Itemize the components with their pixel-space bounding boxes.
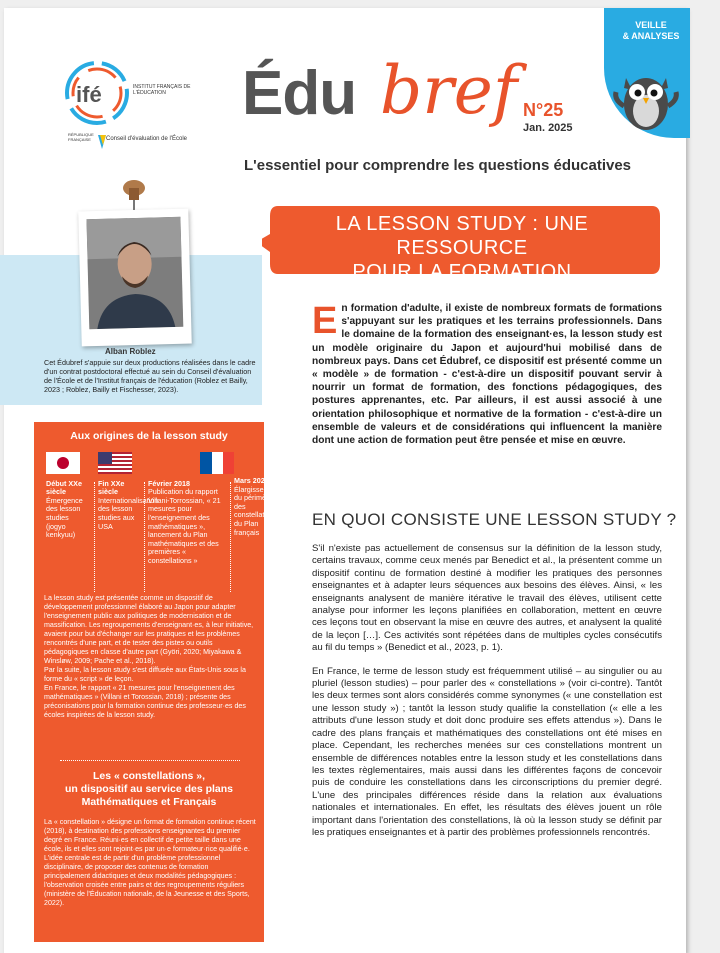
ife-institution-name: INSTITUT FRANÇAIS DE L'ÉDUCATION: [133, 84, 191, 96]
origins-paragraph: En France, le rapport « 21 mesures pour l'enseignement des mathématiques » (Villani et Torossian, 2018) ; présente des préconisations pour la formation continue des professeur·es des écoles inspirées de la lesson study.: [44, 684, 246, 719]
conseil-evaluation-logo: Conseil d'évaluation de l'École: [106, 136, 188, 142]
title-bref: bref: [380, 52, 518, 129]
timeline: [44, 452, 280, 592]
timeline-text: Émergence des lesson studies (jogyo kenkyuu): [46, 495, 83, 540]
dropcap: E: [312, 300, 338, 342]
veille-label: [612, 20, 690, 42]
author-name: Alban Roblez: [105, 347, 156, 356]
ife-logo: [62, 58, 132, 128]
article-title-line2: POUR LA FORMATION ENSEIGNANTE: [352, 261, 572, 307]
constellations-title-line2: un dispositif au service des plans: [64, 783, 234, 795]
origins-title: Aux origines de la lesson study: [70, 430, 228, 442]
sidebar-divider: [60, 760, 240, 761]
body-paragraph: S'il n'existe pas actuellement de consensus sur la définition de la lesson study, certains travaux, comme ceux menés par Benedict et al., la présentent comme un dispositif continu de formation destiné à modifier les pratiques des personnes enseignantes et à adapter leurs séquences aux besoins des élèves. Ainsi, « les enseignants analysent de manière itérative le travail des élèves, utilisent cette analyse pour informer les leçons planifiées en collaboration, mettent en œuvre ces leçons tout en observant la mise en œuvre des autres, et analysent la qualité de la leçon […]. Ces activités sont répétées dans de multiples cycles consécutifs au fil du temps » (Benedict et al., 2023, p. 1).: [312, 543, 662, 654]
timeline-text: Internationalisation des lesson studies aux USA: [98, 495, 159, 531]
veille-line2: & ANALYSES: [622, 31, 680, 41]
lead-paragraph: [312, 302, 662, 447]
constellations-title-line1: Les « constellations »,: [92, 770, 206, 782]
veille-line1: VEILLE: [635, 20, 667, 30]
origins-text: [44, 594, 256, 720]
timeline-divider: [230, 482, 231, 592]
article-title: [282, 212, 642, 308]
issue-date: Jan. 2025: [523, 122, 573, 134]
article-body: [312, 543, 662, 850]
owl-mascot-icon: [606, 56, 686, 136]
usa-flag-icon: [98, 452, 132, 474]
author-photo-frame: [78, 209, 191, 347]
author-photo: [86, 217, 183, 329]
timeline-item-usa: [98, 452, 159, 531]
timeline-text: Publication du rapport Villani-Torrossian, « 21 mesures pour l'enseignement des mathématiques », lancement du Plan mathématiques et des premières « constellations »: [148, 487, 221, 565]
ife-logo-text: ifé: [76, 82, 102, 107]
origins-paragraph: Par la suite, la lesson study s'est diffusée aux États-Unis sous la forme du « script » de leçon.: [44, 666, 246, 683]
issue-number: N°25: [523, 100, 564, 120]
body-paragraph: En France, le terme de lesson study est fréquemment utilisé – au singulier ou au pluriel (lesson studies) – pour parler des « constellations » (voir ci-contre). Tantôt les deux termes sont alors considérés comme synonymes (« une constellation est une lesson study ») ; tantôt la lesson study qualifie la constellation (« elle a les attributs d'une lesson study et doit donc produire ses effets attendus »). Dans le cadre des plans français et mathématiques des constellations ont été mises en place. Cependant, les recherches menées sur ces constellations montrent un ensemble de différences notables entre la lesson study et les constellations dans les textes règlementaires, mais aussi dans les différentes façons de concevoir puis de conduire les constellations dans les circonscriptions du premier degré. L'une des principales différences réside dans la relation aux évaluations nationales et internationales. En effet, les résultats des élèves jouent un rôle important dans l'orientation des constellations, là où la lesson study se définit par les pratiques enseignantes et à partir des problèmes professionnels rencontrés.: [312, 665, 662, 838]
timeline-date: Fin XXe siècle: [98, 478, 125, 497]
section-heading: EN QUOI CONSISTE UNE LESSON STUDY ?: [312, 510, 677, 529]
timeline-date: Début XXe siècle: [46, 478, 82, 497]
timeline-divider: [144, 482, 145, 592]
origins-paragraph: La lesson study est présentée comme un dispositif de développement professionnel élaboré au Japon pour adapter l'enseignement public aux politiques de modernisation et de massification. Les regroupements d'enseignant·es, à leur initiative, avaient pour but d'échanger sur les pratiques et les problèmes rencontrés d'une part, et de tester des pistes ou outils pédagogiques en classe d'autre part (Györi, 2020; Miyakawa & Winsløw, 2009; Pache et al., 2018).: [44, 594, 254, 665]
timeline-date: Mars 2020: [234, 476, 269, 485]
japan-flag-icon: [46, 452, 80, 474]
timeline-item-japan: [46, 452, 90, 540]
constellations-text: La « constellation » désigne un format de formation continue récent (2018), à destination des professions enseignantes du premier degré en France. Réuni·es en collectif de petite taille dans une école, ils et elles sont rejoint·es par un·e formateur·rice qualifié·e. L'idée centrale est de partir d'un problème professionnel disciplinaire, de proposer des contenus de formation principalement didactiques et deux modalités pédagogiques : l'observation croisée entre pairs et des regroupements réguliers (ministère de l'Éducation nationale, de la Jeunesse et des Sports, 2022).: [44, 818, 256, 907]
france-flag-icon: [200, 452, 234, 474]
lead-text: n formation d'adulte, il existe de nombreux formats de formations s'appuyant sur les pratiques et les terrains professionnels. Dans le domaine de la formation des enseignant·es, la lesson study est un modèle originaire du Japon et aujourd'hui mobilisé dans de nombreux pays. Dans cet Édubref, ce dispositif est présenté comme un « modèle » de formation - c'est-à-dire un dispositif pouvant servir à nourrir un format de formation, des fonctions pédagogiques, des postures apprenantes, etc. Par ailleurs, il est aussi associé à une orientation philosophique et normative de la formation - c'est-à-dire un ensemble de valeurs et de considérations qui influencent la manière dont une action de formation peut être pensée et mise en œuvre.: [312, 303, 662, 447]
title-edu: Édu: [242, 59, 357, 128]
timeline-text: Élargissement du périmètre des constellations du Plan français: [234, 484, 280, 537]
constellations-title: [34, 770, 264, 809]
timeline-date: Février 2018: [148, 478, 190, 488]
constellations-title-line3: Mathématiques et Français: [81, 796, 217, 808]
cevaluation-mark-icon: [98, 135, 106, 149]
republique-francaise-logo: RÉPUBLIQUE FRANÇAISE: [68, 132, 94, 142]
timeline-divider: [94, 482, 95, 592]
tagline: L'essentiel pour comprendre les questions éducatives: [244, 157, 632, 174]
timeline-item-france-2020: [234, 477, 278, 537]
article-title-line1: LA LESSON STUDY : UNE RESSOURCE: [335, 213, 589, 259]
timeline-item-france-2018: [148, 452, 228, 566]
author-note: Cet Édubref s'appuie sur deux productions réalisées dans le cadre d'un contrat postdoctoral effectué au sein du Conseil d'évaluation de l'École et de l'Institut français de l'éducation (Roblez et Bailly, 2023 ; Roblez, Bailly et Fischesser, 2023).: [44, 358, 256, 394]
partner-logos: [68, 133, 208, 163]
